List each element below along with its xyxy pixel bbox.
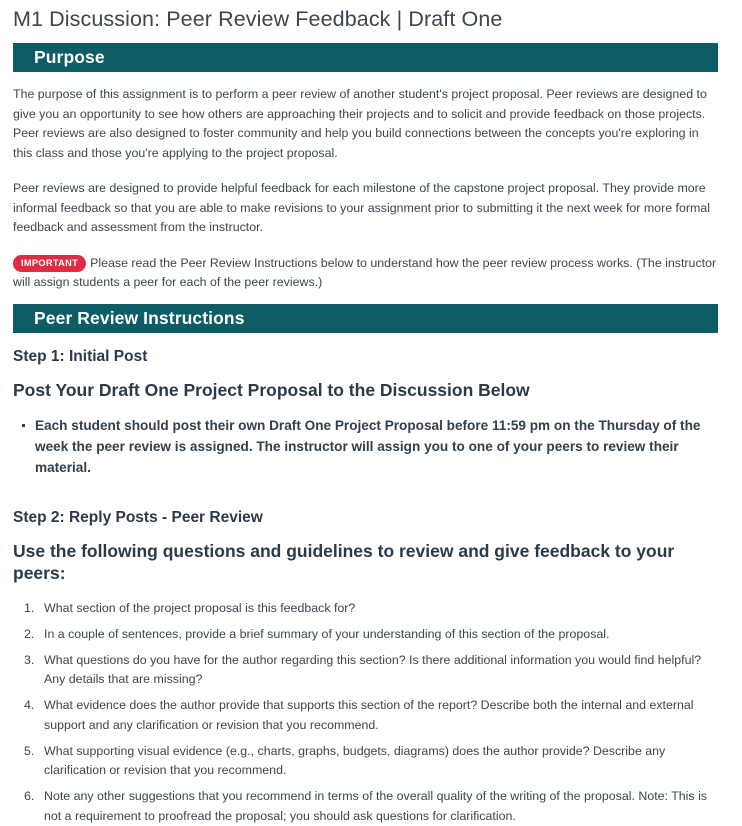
step-2-question-list	[13, 599, 729, 826]
list-item: Each student should post their own Draft One Project Proposal before 11:59 pm on the Thursday of the week the peer review is assigned. The instructor will assign you to one of your peers to review their material.	[35, 415, 725, 478]
step-1-label: Step 1: Initial Post	[13, 347, 729, 367]
step-1-subheading: Post Your Draft One Project Proposal to the Discussion Below	[13, 379, 729, 401]
instructions-section-banner	[13, 304, 718, 333]
section-spacer	[13, 478, 729, 494]
list-item: What section of the project proposal is this feedback for?	[44, 599, 724, 619]
purpose-paragraph-1: The purpose of this assignment is to perform a peer review of another student's project proposal. Peer reviews are designed to give you an opportunity to see how others are approaching their projects and to solicit and provide feedback on those projects. Peer reviews are also designed to foster community and help you build connections between the concepts you're exploring in this class and those you're applying to the project proposal.	[13, 85, 718, 163]
page-title: M1 Discussion: Peer Review Feedback | Draft One	[13, 0, 729, 32]
important-note	[13, 254, 718, 293]
list-item: In a couple of sentences, provide a brief summary of your understanding of this section of the proposal.	[44, 625, 724, 645]
list-item: What questions do you have for the author regarding this section? Is there additional information you would find helpful? Any details that are missing?	[44, 651, 724, 690]
list-item: What supporting visual evidence (e.g., charts, graphs, budgets, diagrams) does the author provide? Describe any clarification or revision that you recommend.	[44, 742, 724, 781]
purpose-section-banner	[13, 43, 718, 72]
list-item: Note any other suggestions that you recommend in terms of the overall quality of the writing of the proposal. Note: This is not a requirement to proofread the proposal; you should ask questions for clarification.	[44, 787, 724, 826]
instructions-banner-label: Peer Review Instructions	[34, 309, 245, 328]
purpose-paragraph-2: Peer reviews are designed to provide helpful feedback for each milestone of the capstone project proposal. They provide more informal feedback so that you are able to make revisions to your assignment prior to submitting it the next week for more formal feedback and assessment from the instructor.	[13, 179, 718, 238]
step-2-label: Step 2: Reply Posts - Peer Review	[13, 508, 729, 528]
important-note-text: Please read the Peer Review Instructions below to understand how the peer review process works. (The instructor will assign students a peer for each of the peer reviews.)	[13, 256, 716, 290]
list-item: What evidence does the author provide that supports this section of the report? Describe both the internal and external support and any clarification or revision that you recommend.	[44, 696, 724, 735]
important-badge: IMPORTANT	[13, 255, 86, 273]
purpose-banner-label: Purpose	[34, 48, 105, 67]
step-1-bullet-list	[13, 415, 729, 478]
step-2-subheading: Use the following questions and guidelines to review and give feedback to your peers:	[13, 540, 729, 584]
